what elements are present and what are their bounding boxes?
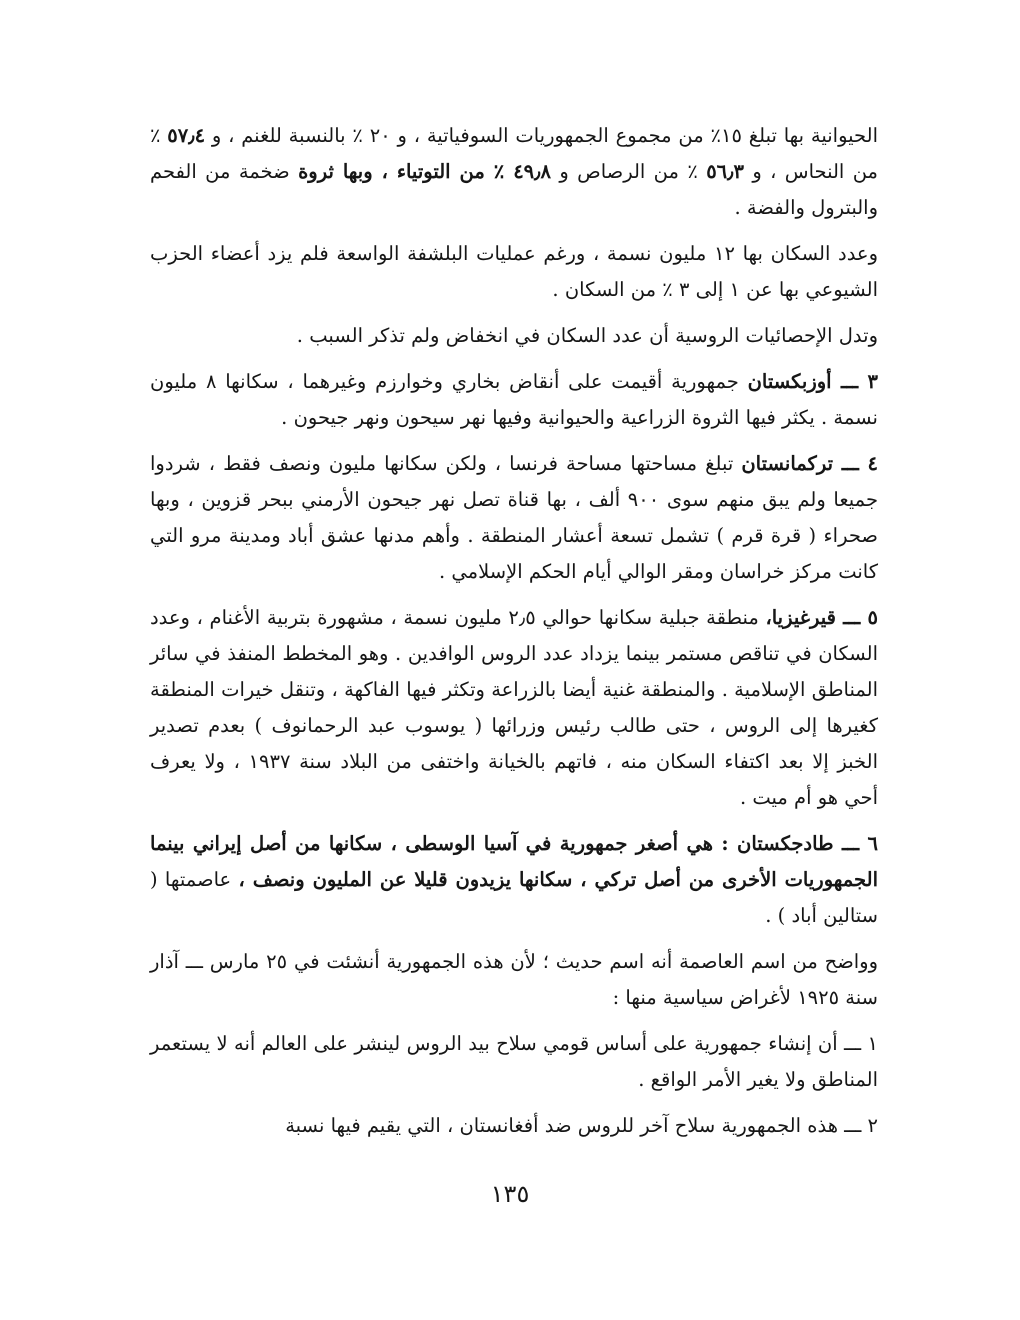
text-run: وتدل الإحصائيات الروسية أن عدد السكان في انخفاض ولم تذكر السبب . [296, 324, 878, 347]
bold-text-run: ٣ ـــ أوزبكستان [747, 370, 878, 393]
bold-text-run: ٤٩٫٨ ٪ من التوتياء ، وبها ثروة [298, 160, 551, 183]
text-run: ٪ من النحاس ، و [150, 124, 878, 183]
paragraph-p2 [150, 236, 878, 308]
paragraph-p6 [150, 600, 878, 816]
paragraph-p4 [150, 364, 878, 436]
text-run: عاصمتها ( ستالين أباد ) . [150, 868, 878, 927]
text-run: وعدد السكان بها ١٢ مليون نسمة ، ورغم عمليات البلشفة الواسعة فلم يزد أعضاء الحزب الشيوعي بها عن ١ إلى ٣ ٪ من السكان . [150, 242, 878, 301]
page-body [150, 118, 878, 1154]
paragraph-p10 [150, 1108, 878, 1144]
text-run: تبلغ مساحتها مساحة فرنسا ، ولكن سكانها مليون ونصف فقط ، شردوا جميعا ولم يبق منهم سوى ٩٠٠ ألف ، بها قناة تصل نهر جيحون الأرمني ببحر قزوين ، وبها صحراء ( قرة قرم ) تشمل تسعة أعشار المنطقة . وأهم مدنها عشق أباد ومدينة مرو التي كانت مركز خراسان ومقر الوالي أيام الحكم الإسلامي . [150, 452, 878, 583]
bold-text-run: ٥ ـــ قيرغيزيا، [765, 606, 878, 629]
paragraph-p8 [150, 944, 878, 1016]
bold-text-run: ٤ ـــ تركمانستان [741, 452, 878, 475]
text-run: ضخمة من الفحم والبترول والفضة . [150, 160, 878, 219]
text-run: منطقة جبلية سكانها حوالي ٢٫٥ مليون نسمة ، مشهورة بتربية الأغنام ، وعدد السكان في تناقص مستمر بينما يزداد عدد الروس الوافدين . وهو المخطط المنفذ في سائر المناطق الإسلامية . والمنطقة غنية أيضا بالزراعة وتكثر فيها الفاكهة ، وتنقل خيرات المنطقة كغيرها إلى الروس ، حتى طالب رئيس وزرائها ( يوسوب عبد الرحمانوف ) بعدم تصدير الخبز إلا بعد اكتفاء السكان منه ، فاتهم بالخيانة واختفى من البلاد سنة ١٩٣٧ ، ولا يعرف أحي هو أم ميت . [150, 606, 878, 809]
text-run: جمهورية أقيمت على أنقاض بخاري وخوارزم وغيرهما ، سكانها ٨ مليون نسمة . يكثر فيها الثروة الزراعية والحيوانية وفيها نهر سيحون ونهر جيحون . [150, 370, 878, 429]
paragraph-p5 [150, 446, 878, 590]
text-run: الحيوانية بها تبلغ ١٥٪ من مجموع الجمهوريات السوفياتية ، و ٢٠ ٪ بالنسبة للغنم ، و [205, 124, 878, 147]
text-run: وواضح من اسم العاصمة أنه اسم حديث ؛ لأن هذه الجمهورية أنشئت في ٢٥ مارس ـــ آذار سنة ١٩٢٥ لأغراض سياسية منها : [150, 950, 878, 1009]
paragraph-p3 [150, 318, 878, 354]
bold-text-run: ٥٦٫٣ [706, 160, 744, 183]
bold-text-run: ٥٧٫٤ [167, 124, 206, 147]
paragraph-p7 [150, 826, 878, 934]
bold-text-run: ٦ ـــ طادجكستان : هي أصغر جمهورية في آسيا الوسطى ، سكانها من أصل إيراني بينما الجمهوريات الأخرى من أصل تركي ، سكانها يزيدون قليلا عن المليون ونصف ، [150, 832, 878, 891]
text-run: ٪ من الرصاص و [550, 160, 707, 183]
text-run: ٢ ـــ هذه الجمهورية سلاح آخر للروس ضد أفغانستان ، التي يقيم فيها نسبة [285, 1114, 878, 1137]
text-run: ١ ـــ أن إنشاء جمهورية على أساس قومي سلاح بيد الروس لينشر على العالم أنه لا يستعمر المناطق ولا يغير الأمر الواقع . [150, 1032, 878, 1091]
paragraph-p1 [150, 118, 878, 226]
paragraph-p9 [150, 1026, 878, 1098]
page-number: ١٣٥ [490, 1180, 530, 1208]
